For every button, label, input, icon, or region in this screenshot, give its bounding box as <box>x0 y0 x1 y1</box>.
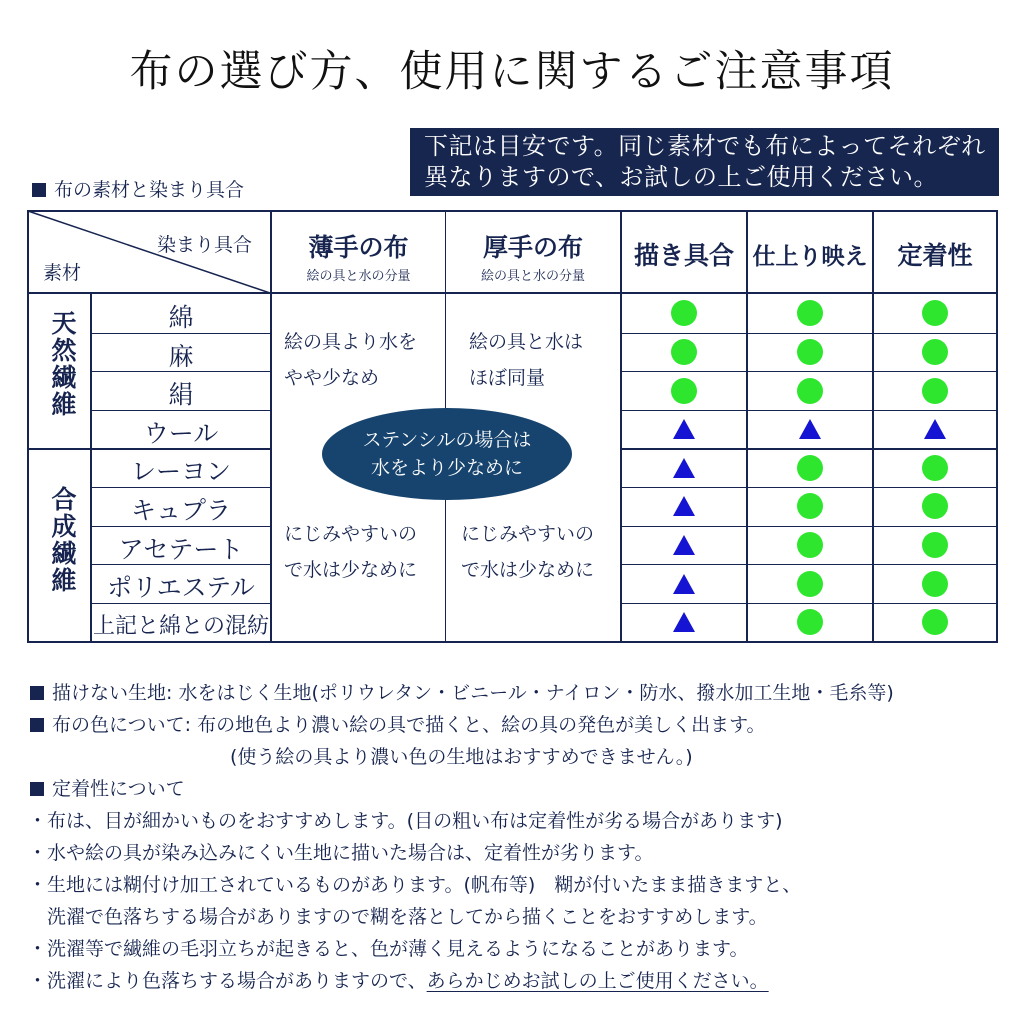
notice-box <box>410 128 999 196</box>
row-divider <box>622 333 996 334</box>
header-finish: 仕上り映え <box>752 244 868 270</box>
circle-rating-icon <box>797 532 823 558</box>
table-border-bottom <box>27 641 998 643</box>
triangle-rating-icon <box>673 458 695 478</box>
corner-top-label: 染まり具合 <box>157 234 253 256</box>
square-bullet-icon <box>30 718 44 732</box>
material-label: 麻 <box>168 341 194 371</box>
header-thin-sub: 絵の具と水の分量 <box>306 269 411 284</box>
notice-line: 異なりますので、お試しの上ご使用ください。 <box>424 163 939 191</box>
triangle-rating-icon <box>924 419 946 439</box>
fabric-color-note: 布の色について: 布の地色より濃い絵の具で描くと、絵の具の発色が美しく出ます。 <box>30 710 766 737</box>
section-heading <box>32 175 244 202</box>
row-divider <box>622 564 996 565</box>
triangle-rating-icon <box>673 612 695 632</box>
material-label: 上記と綿との混紡 <box>92 613 269 639</box>
circle-rating-icon <box>797 339 823 365</box>
row-divider <box>622 371 996 372</box>
row-divider <box>622 487 996 488</box>
circle-rating-icon <box>922 609 948 635</box>
circle-rating-icon <box>922 300 948 326</box>
square-bullet-icon <box>32 183 46 197</box>
table-border-right <box>996 210 998 643</box>
circle-rating-icon <box>671 339 697 365</box>
circle-rating-icon <box>797 571 823 597</box>
group-natural-fiber: 天然繊維 <box>48 310 77 418</box>
header-thin-fabric: 薄手の布 <box>308 233 409 262</box>
square-bullet-icon <box>30 686 44 700</box>
fixation-bullet: ・布は、目が細かいものをおすすめします。(目の粗い布は定着性が劣る場合があります) <box>28 810 783 832</box>
row-divider <box>622 410 996 411</box>
unpaintable-note: 描けない生地: 水をはじく生地(ポリウレタン・ビニール・ナイロン・防水、撥水加工生地・毛糸等) <box>30 678 894 705</box>
triangle-rating-icon <box>673 419 695 439</box>
circle-rating-icon <box>797 609 823 635</box>
material-label: ウール <box>143 418 219 448</box>
circle-rating-icon <box>922 339 948 365</box>
column-divider <box>872 210 874 643</box>
fixation-heading: 定着性について <box>30 774 185 801</box>
fabric-color-note-2: (使う絵の具より濃い色の生地はおすすめできません。) <box>230 746 693 768</box>
circle-rating-icon <box>922 493 948 519</box>
corner-bottom-label: 素材 <box>43 262 82 284</box>
triangle-rating-icon <box>673 535 695 555</box>
circle-rating-icon <box>797 300 823 326</box>
stencil-note: ステンシルの場合は 水をより少なめに <box>322 408 572 500</box>
circle-rating-icon <box>797 378 823 404</box>
square-bullet-icon <box>30 782 44 796</box>
section-title: 布の素材と染まり具合 <box>54 179 245 201</box>
circle-rating-icon <box>922 455 948 481</box>
circle-rating-icon <box>922 532 948 558</box>
natural-thin-note: 絵の具より水を やや少なめ <box>284 331 418 389</box>
triangle-rating-icon <box>673 574 695 594</box>
circle-rating-icon <box>671 300 697 326</box>
fixation-bullet-last: ・洗濯により色落ちする場合がありますので、あらかじめお試しの上ご使用ください。 <box>28 970 769 992</box>
synthetic-thin-note: にじみやすいの で水は少なめに <box>284 523 418 581</box>
material-label: レーヨン <box>130 457 231 487</box>
column-divider <box>620 210 622 643</box>
group-synthetic-fiber: 合成繊維 <box>48 486 77 594</box>
fixation-bullet: 洗濯で色落ちする場合がありますので糊を落としてから描くことをおすすめします。 <box>28 906 768 928</box>
column-divider <box>746 210 748 643</box>
circle-rating-icon <box>922 571 948 597</box>
circle-rating-icon <box>671 378 697 404</box>
circle-rating-icon <box>922 378 948 404</box>
circle-rating-icon <box>797 493 823 519</box>
header-paintability: 描き具合 <box>633 241 734 270</box>
triangle-rating-icon <box>673 496 695 516</box>
material-label: 絹 <box>168 380 194 410</box>
header-fixation: 定着性 <box>897 241 973 270</box>
row-divider <box>622 603 996 604</box>
synthetic-thick-note: にじみやすいの で水は少なめに <box>461 523 595 581</box>
header-thick-fabric: 厚手の布 <box>482 233 583 262</box>
group-separator <box>620 448 998 450</box>
page-title: 布の選び方、使用に関するご注意事項 <box>129 47 895 97</box>
fixation-bullet: ・生地には糊付け加工されているものがあります。(帆布等) 糊が付いたまま描きますと、 <box>28 874 802 896</box>
header-thick-sub: 絵の具と水の分量 <box>480 269 585 284</box>
material-label: ポリエステル <box>107 573 255 603</box>
fixation-bullet: ・水や絵の具が染み込みにくい生地に描いた場合は、定着性が劣ります。 <box>28 842 654 864</box>
material-label: 綿 <box>168 303 194 332</box>
trial-use-underlined: あらかじめお試しの上ご使用ください。 <box>426 970 769 992</box>
material-label: キュプラ <box>130 496 231 525</box>
fixation-bullet: ・洗濯等で繊維の毛羽立ちが起きると、色が薄く見えるようになることがあります。 <box>28 938 749 960</box>
row-divider <box>622 526 996 527</box>
circle-rating-icon <box>797 455 823 481</box>
notice-line: 下記は目安です。同じ素材でも布によってそれぞれ <box>424 132 986 160</box>
natural-thick-note: 絵の具と水は ほぼ同量 <box>469 331 584 389</box>
material-label: アセテート <box>118 534 244 564</box>
triangle-rating-icon <box>799 419 821 439</box>
